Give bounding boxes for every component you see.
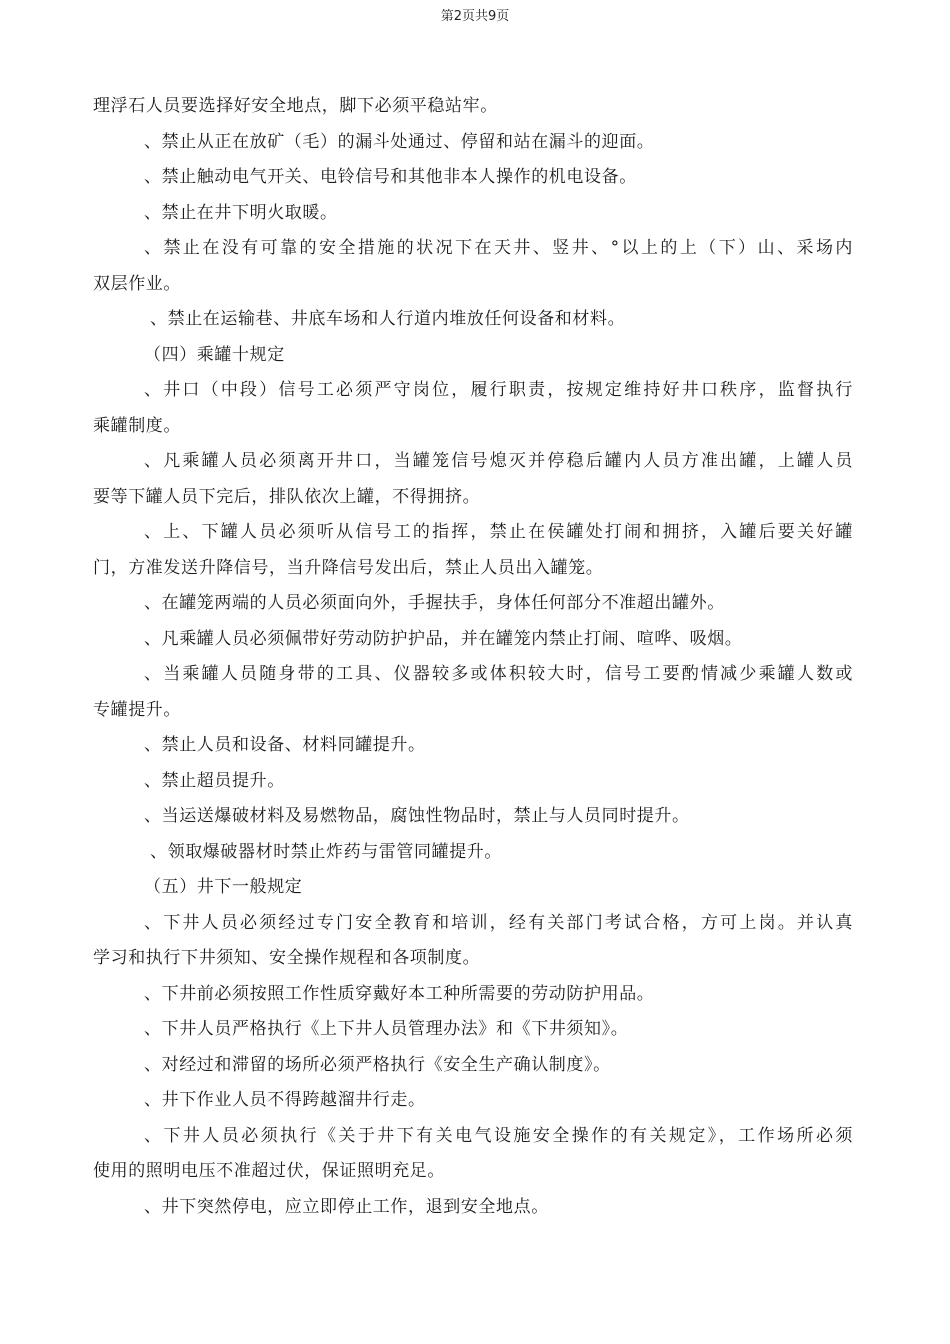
- paragraph-line: 、在罐笼两端的人员必须面向外，手握扶手，身体任何部分不准超出罐外。: [144, 593, 725, 613]
- paragraph-line: 、禁止超员提升。: [144, 770, 285, 791]
- paragraph-line: 、禁止从正在放矿（毛）的漏斗处通过、停留和站在漏斗的迎面。: [144, 131, 655, 152]
- paragraph-line: 、禁止触动电气开关、电铃信号和其他非本人操作的机电设备。: [144, 167, 637, 187]
- paragraph-line: 、对经过和滞留的场所必须严格执行《安全生产确认制度》。: [144, 1054, 611, 1075]
- paragraph-line: 要等下罐人员下完后，排队依次上罐，不得拥挤。: [93, 486, 481, 507]
- document-body: [93, 89, 853, 1225]
- page-number-header: 第2页共9页: [440, 9, 510, 24]
- paragraph-line: 乘罐制度。: [93, 415, 181, 436]
- paragraph-line: 专罐提升。: [93, 699, 181, 720]
- paragraph-line: 、凡乘罐人员必须佩带好劳动防护护品，并在罐笼内禁止打闹、喧哗、吸烟。: [144, 628, 743, 649]
- paragraph-line: 、凡乘罐人员必须离开井口，当罐笼信号熄灭并停稳后罐内人员方准出罐，上罐人员: [144, 451, 853, 471]
- paragraph-line: 、当乘罐人员随身带的工具、仪器较多或体积较大时，信号工要酌情减少乘罐人数或: [144, 664, 853, 684]
- paragraph-line: 、下井人员严格执行《上下井人员管理办法》和《下井须知》。: [144, 1019, 629, 1039]
- paragraph-line: 、禁止人员和设备、材料同罐提升。: [144, 735, 426, 755]
- paragraph-line: 、下井人员必须经过专门安全教育和培训，经有关部门考试合格，方可上岗。并认真: [144, 912, 853, 933]
- paragraph-line: 、井口（中段）信号工必须严守岗位，履行职责，按规定维持好井口秩序，监督执行: [144, 380, 853, 400]
- paragraph-line: 、当运送爆破材料及易燃物品，腐蚀性物品时，禁止与人员同时提升。: [144, 806, 690, 826]
- paragraph-line: 、上、下罐人员必须听从信号工的指挥，禁止在侯罐处打闹和拥挤，入罐后要关好罐: [144, 522, 853, 542]
- paragraph-line: 学习和执行下井须知、安全操作规程和各项制度。: [93, 948, 481, 968]
- paragraph-line: 双层作业。: [93, 273, 181, 294]
- paragraph-line: 、下井前必须按照工作性质穿戴好本工种所需要的劳动防护用品。: [144, 983, 655, 1004]
- paragraph-line: 、禁止在没有可靠的安全措施的状况下在天井、竖井、°以上的上（下）山、采场内: [144, 238, 853, 258]
- paragraph-line: 、禁止在运输巷、井底车场和人行道内堆放任何设备和材料。: [150, 309, 626, 329]
- paragraph-line: 、下井人员必须执行《关于井下有关电气设施安全操作的有关规定》，工作场所必须: [144, 1125, 853, 1146]
- paragraph-line: 、禁止在井下明火取暖。: [144, 202, 338, 223]
- paragraph-line: 使用的照明电压不准超过伏，保证照明充足。: [93, 1161, 445, 1181]
- paragraph-line: 、领取爆破器材时禁止炸药与雷管同罐提升。: [150, 841, 502, 862]
- paragraph-line: 门，方准发送升降信号，当升降信号发出后，禁止人员出入罐笼。: [93, 557, 604, 578]
- paragraph-line: 、井下突然停电，应立即停止工作，退到安全地点。: [144, 1196, 549, 1217]
- section-heading: （四）乘罐十规定: [144, 344, 285, 365]
- paragraph-line: 、井下作业人员不得跨越溜井行走。: [144, 1090, 426, 1110]
- paragraph-line: 理浮石人员要选择好安全地点，脚下必须平稳站牢。: [93, 96, 498, 116]
- section-heading: （五）井下一般规定: [144, 877, 303, 897]
